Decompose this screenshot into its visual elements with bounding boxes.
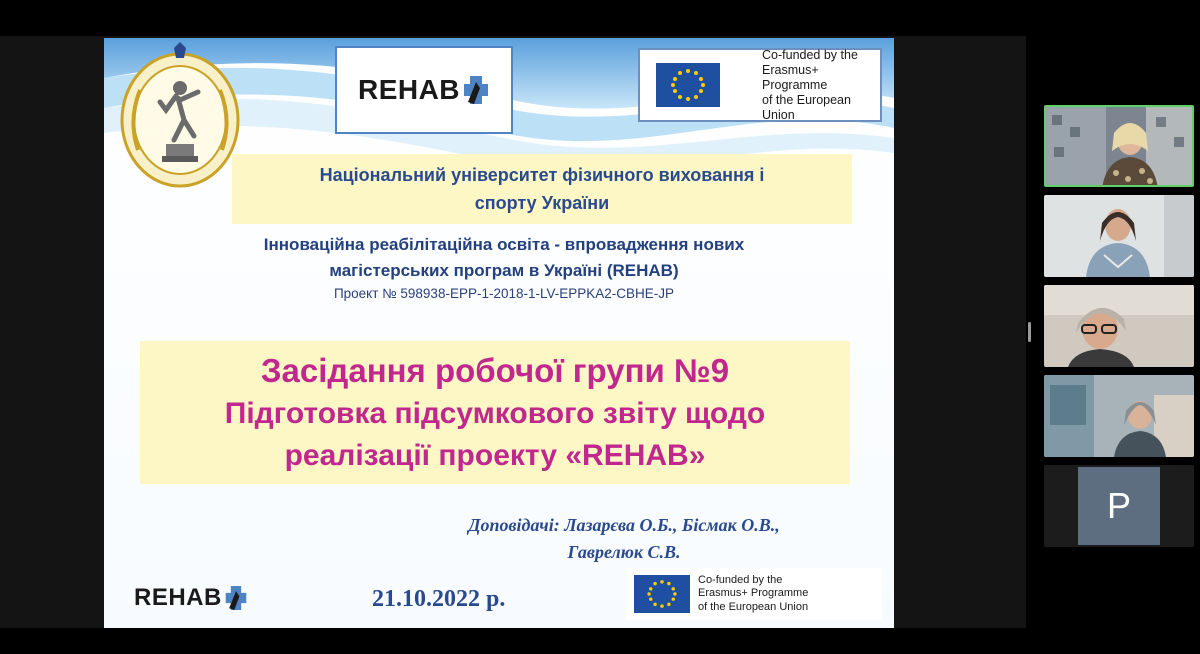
rehab-cross-icon	[224, 583, 248, 613]
eu-flag-icon	[634, 575, 690, 613]
erasmus-text: Co-funded by the Erasmus+ Programme of the European Union	[762, 47, 858, 122]
university-emblem-icon	[118, 40, 242, 190]
meeting-title-line-3: реалізації проекту «REHAB»	[284, 438, 706, 472]
university-name-box	[232, 154, 852, 224]
meeting-date: 21.10.2022 р.	[372, 586, 506, 612]
rehab-logo-top	[335, 46, 513, 134]
participant-video	[1044, 375, 1194, 457]
panel-resize-handle[interactable]	[1028, 322, 1031, 342]
eu-flag-icon	[656, 63, 720, 107]
meeting-title-line-1: Засідання робочої групи №9	[260, 351, 730, 389]
rehab-logo-text: REHAB	[134, 584, 222, 611]
participant-video-tile[interactable]	[1044, 375, 1194, 457]
participant-video	[1044, 195, 1194, 277]
erasmus-logo-top	[638, 48, 882, 122]
participant-video-tile[interactable]	[1044, 105, 1194, 187]
rehab-cross-icon	[462, 74, 490, 106]
participant-video	[1046, 107, 1194, 187]
rehab-logo-text: REHAB	[357, 74, 461, 105]
presentation-slide	[104, 38, 894, 628]
project-subtitle: Інноваційна реабілітаційна освіта - впровадження нових магістерських програм в Україні (REHAB)	[263, 235, 745, 280]
participant-video-tile[interactable]	[1044, 285, 1194, 367]
meeting-title-box	[140, 341, 850, 484]
participant-avatar-tile[interactable]	[1044, 465, 1194, 547]
university-name-line-2: спорту України	[474, 193, 610, 213]
participant-video-tile[interactable]	[1044, 195, 1194, 277]
erasmus-text: Co-funded by the Erasmus+ Programme of the European Union	[698, 574, 809, 613]
university-name-line-1: Національний університет фізичного виховання і	[319, 165, 765, 185]
meeting-title-line-2: Підготовка підсумкового звіту щодо	[224, 396, 766, 430]
participant-video	[1044, 285, 1194, 367]
participant-avatar: P	[1078, 467, 1160, 545]
project-number: Проект № 598938-EPP-1-2018-1-LV-EPPKA2-CBHE-JP	[333, 286, 675, 301]
speakers-text: Доповідачі: Лазарєва О.Б., Бісмак О.В., Гаврелюк С.В.	[468, 515, 780, 562]
erasmus-logo-bottom	[626, 568, 882, 620]
rehab-logo-bottom	[134, 580, 248, 616]
